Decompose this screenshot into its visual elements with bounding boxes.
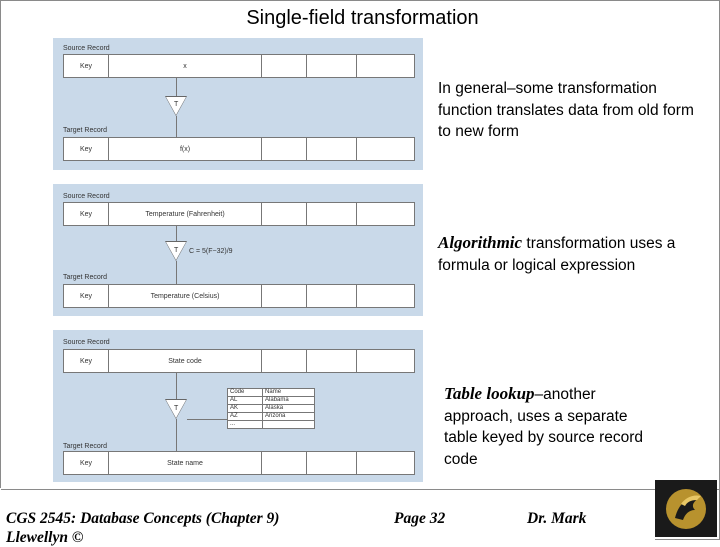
empty-cell (307, 285, 357, 307)
target-record (63, 284, 415, 308)
empty-cell (262, 452, 307, 474)
connector-line (176, 373, 177, 399)
lookup-row (228, 413, 315, 421)
note-lookup-term: Table lookup (444, 384, 535, 403)
connector-line (176, 78, 177, 96)
empty-cell (262, 350, 307, 372)
target-record (63, 451, 415, 475)
key-cell: Key (64, 138, 109, 160)
connector-line (176, 419, 177, 453)
source-record (63, 202, 415, 226)
diagram-table-lookup (53, 330, 423, 482)
note-algorithmic-term: Algorithmic (438, 233, 523, 252)
empty-cell (262, 55, 307, 77)
connector-line (176, 226, 177, 241)
target-record-label: Target Record (63, 443, 107, 450)
lookup-cell: AK (228, 405, 263, 413)
footer-rule (1, 489, 719, 490)
target-record-label: Target Record (63, 274, 107, 281)
source-record-label: Source Record (63, 193, 110, 200)
transform-symbol: T (174, 405, 179, 412)
pegasus-icon (655, 480, 717, 537)
empty-cell (262, 138, 307, 160)
footer-author-continued: Llewellyn © (6, 529, 84, 546)
lookup-connector (187, 419, 227, 420)
key-cell: Key (64, 350, 109, 372)
footer-page: Page 32 (394, 510, 446, 527)
diagram-generic-transform (53, 38, 423, 170)
key-cell: Key (64, 285, 109, 307)
empty-cell (357, 138, 414, 160)
value-cell: f(x) (109, 138, 262, 160)
value-cell: Temperature (Fahrenheit) (109, 203, 262, 225)
empty-cell (307, 203, 357, 225)
lookup-header-cell: Code (228, 389, 263, 397)
lookup-header-cell: Name (263, 389, 315, 397)
target-record (63, 137, 415, 161)
source-record (63, 349, 415, 373)
note-general: In general–some transformation function translates data from old form to new form (438, 80, 694, 140)
empty-cell (262, 203, 307, 225)
slide-title: Single-field transformation (246, 7, 479, 29)
empty-cell (357, 55, 414, 77)
connector-line (176, 116, 177, 137)
value-cell: State code (109, 350, 262, 372)
ucf-pegasus-logo (655, 480, 717, 537)
lookup-cell: AZ (228, 413, 263, 421)
note-lookup-text: –another approach, uses a separate table keyed by source record code (444, 386, 644, 468)
key-cell: Key (64, 203, 109, 225)
target-record-label: Target Record (63, 127, 107, 134)
footer-course: CGS 2545: Database Concepts (Chapter 9) (6, 510, 280, 527)
lookup-row (228, 421, 315, 429)
transform-symbol: T (174, 101, 179, 108)
conversion-formula: C = 5(F−32)/9 (189, 248, 233, 255)
note-algorithmic-text: transformation uses a formula or logical expression (438, 235, 676, 274)
lookup-cell (263, 421, 315, 429)
lookup-cell: Alaska (263, 405, 315, 413)
source-record-label: Source Record (63, 339, 110, 346)
lookup-row (228, 405, 315, 413)
empty-cell (307, 350, 357, 372)
diagram-algorithmic-transform (53, 184, 423, 316)
empty-cell (357, 452, 414, 474)
lookup-table (227, 388, 315, 429)
lookup-cell: AL (228, 397, 263, 405)
empty-cell (307, 55, 357, 77)
footer-author: Dr. Mark (527, 510, 587, 527)
source-record-label: Source Record (63, 45, 110, 52)
value-cell: State name (109, 452, 262, 474)
lookup-cell: ... (228, 421, 263, 429)
source-record (63, 54, 415, 78)
lookup-cell: Alabama (263, 397, 315, 405)
connector-line (176, 261, 177, 284)
lookup-row (228, 397, 315, 405)
value-cell: x (109, 55, 262, 77)
empty-cell (307, 138, 357, 160)
empty-cell (357, 350, 414, 372)
lookup-cell: Arizona (263, 413, 315, 421)
empty-cell (307, 452, 357, 474)
empty-cell (262, 285, 307, 307)
note-table-lookup (444, 383, 664, 470)
transform-symbol: T (174, 247, 179, 254)
lookup-header-row (228, 389, 315, 397)
key-cell: Key (64, 55, 109, 77)
value-cell: Temperature (Celsius) (109, 285, 262, 307)
key-cell: Key (64, 452, 109, 474)
empty-cell (357, 285, 414, 307)
empty-cell (357, 203, 414, 225)
note-algorithmic (438, 232, 718, 276)
